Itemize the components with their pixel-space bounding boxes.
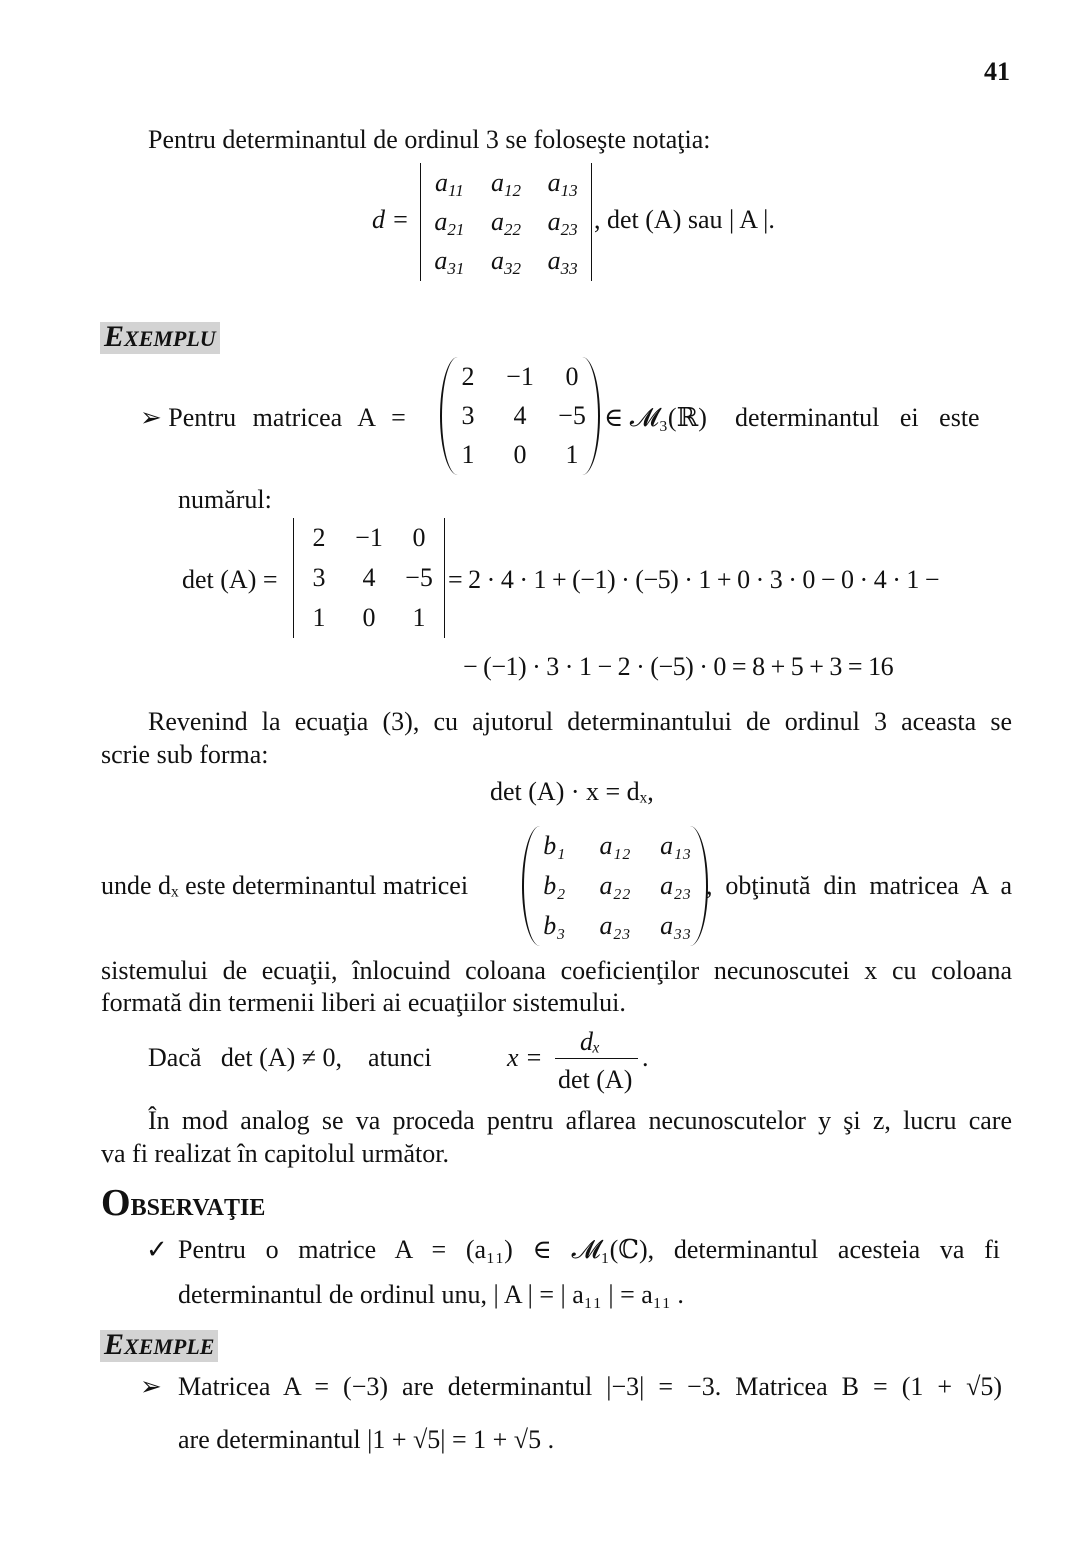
para2-lead: unde dₓ este determinantul matricei — [101, 871, 469, 900]
cell: 0 — [412, 523, 426, 552]
cell: b₁ — [543, 831, 566, 860]
heading-rest: BSERVAŢIE — [130, 1195, 266, 1221]
example-heading — [100, 322, 220, 354]
intro-text: Pentru determinantul de ordinul 3 se foloseşte notaţia: — [148, 125, 711, 154]
cell: 3 — [461, 400, 475, 430]
cell: b₃ — [543, 911, 566, 940]
cell: a₂₂ — [599, 871, 631, 900]
cell: a₁₃ — [660, 831, 692, 860]
cramer-period: . — [642, 1043, 649, 1072]
cell: $a_{32}$ — [490, 246, 521, 279]
cell: 0 — [513, 440, 527, 470]
cell: 2 — [312, 523, 326, 552]
cell: −1 — [355, 523, 383, 552]
heading-initial: E — [104, 320, 125, 353]
expansion-line-1: = 2 · 4 · 1 + (−1) · (−5) · 1 + 0 · 3 · 0 − 0 · 4 · 1 − — [448, 565, 940, 594]
cell: a₁₂ — [599, 831, 631, 860]
check-icon: ✓ — [146, 1235, 168, 1264]
para3-line2: va fi realizat în capitolul următor. — [101, 1139, 449, 1168]
heading-rest: XEMPLE — [124, 1334, 215, 1359]
det-lhs: det (A) = — [182, 565, 278, 594]
fraction-bar — [555, 1058, 638, 1059]
heading-initial: O — [101, 1182, 131, 1224]
para1-line2: scrie sub forma: — [101, 740, 269, 769]
cell: 4 — [513, 400, 527, 430]
numarul-label: numărul: — [178, 485, 272, 514]
cramer-lead: Dacă det (A) ≠ 0, atunci — [148, 1043, 432, 1072]
cell: $a_{11}$ — [434, 167, 464, 200]
cell: 2 — [461, 361, 475, 391]
examples-heading — [100, 1330, 218, 1362]
cell: −1 — [506, 361, 534, 391]
cell: 3 — [312, 563, 326, 592]
cramer-x: x = — [507, 1043, 543, 1072]
para3-line1: În mod analog se va proceda pentru aflarea necunoscutelor y şi z, lucru care — [148, 1106, 1012, 1135]
bullet-arrow-icon: ➢ — [140, 403, 162, 432]
cell: −5 — [558, 400, 586, 430]
notation-suffix: , det (A) sau | A |. — [594, 205, 775, 234]
page-number: 41 — [984, 57, 1010, 86]
cell: 1 — [565, 440, 579, 470]
para1-line1: Revenind la ecuaţia (3), cu ajutorul determinantului de ordinul 3 aceasta se — [148, 707, 1012, 736]
example1-lead — [140, 403, 406, 433]
matrix-dx — [522, 826, 708, 946]
notation-lhs: d = — [372, 205, 410, 234]
cell: 1 — [412, 603, 426, 632]
example2-line2: are determinantul |1 + √5| = 1 + √5 . — [178, 1425, 555, 1454]
cell: $a_{12}$ — [490, 167, 521, 200]
example2-line1: Matricea A = (−3) are determinantul |−3| = −3. Matricea B = (1 + √5) — [178, 1372, 1002, 1401]
cell: 1 — [461, 440, 475, 470]
cell: $a_{21}$ — [434, 206, 465, 239]
observation-line1: Pentru o matrice A = (a₁₁) ∈ 𝓜₁(ℂ), determinantul acesteia va fi — [178, 1235, 1000, 1264]
observation-line2: determinantul de ordinul unu, | A | = | a₁₁ | = a₁₁ . — [178, 1280, 684, 1309]
cell: $a_{31}$ — [434, 246, 465, 279]
observation-heading — [101, 1182, 266, 1224]
cell: $a_{13}$ — [547, 167, 578, 200]
matrix-set: ∈ 𝓜₃(ℝ) — [604, 403, 707, 432]
para2-line3: formată din termenii liberi ai ecuaţiilor sistemului. — [101, 988, 626, 1017]
cell: b₂ — [543, 871, 566, 900]
cell: 0 — [362, 603, 376, 632]
cell: $a_{23}$ — [547, 206, 578, 239]
cell: 1 — [312, 603, 326, 632]
cell: −5 — [405, 563, 433, 592]
cell: $a_{22}$ — [490, 206, 521, 239]
cell: a₂₃ — [599, 911, 631, 940]
cell: 0 — [565, 361, 579, 391]
equation: det (A) · x = dₓ, — [490, 777, 654, 806]
expansion-line-2: − (−1) · 3 · 1 − 2 · (−5) · 0 = 8 + 5 + 3 = 16 — [463, 652, 894, 681]
cramer-numerator: dₓ — [580, 1027, 601, 1056]
lead-text: Pentru matricea A = — [168, 403, 406, 432]
cramer-denominator: det (A) — [558, 1065, 633, 1094]
heading-rest: XEMPLU — [124, 326, 216, 351]
cell: a₂₃ — [660, 871, 692, 900]
cell: a₃₃ — [660, 911, 692, 940]
example1-tail: determinantul ei este — [735, 403, 980, 432]
heading-initial: E — [104, 1328, 125, 1361]
bullet-arrow-icon: ➢ — [140, 1372, 162, 1401]
matrix-A — [440, 357, 600, 475]
cell: $a_{33}$ — [547, 246, 578, 279]
para2-line2: sistemului de ecuaţii, înlocuind coloana coeficienţilor necunoscutei x cu coloana — [101, 956, 1012, 985]
para2-tail: , obţinută din matricea A a — [706, 871, 1012, 900]
det-A-matrix — [293, 518, 445, 638]
notation-determinant — [420, 163, 592, 281]
cell: 4 — [362, 563, 376, 592]
